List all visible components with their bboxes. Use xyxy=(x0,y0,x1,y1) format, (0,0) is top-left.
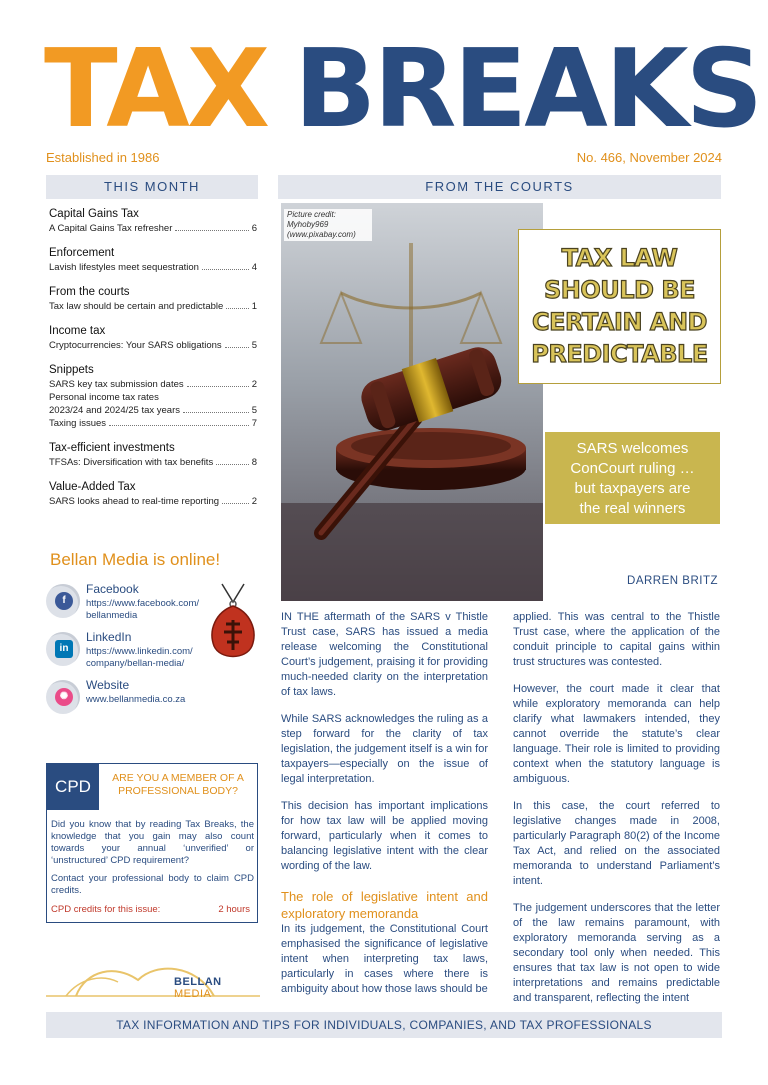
footer-tagline: TAX INFORMATION AND TIPS FOR INDIVIDUALS, COMPANIES, AND TAX PROFESSIONALS xyxy=(46,1012,722,1038)
toc-page: 7 xyxy=(251,418,257,429)
linkedin-label: LinkedIn xyxy=(86,630,132,644)
byline: DARREN BRITZ xyxy=(627,575,718,587)
linkedin-url[interactable] xyxy=(86,646,193,670)
this-month-header: THIS MONTH xyxy=(46,175,258,199)
toc-entry-title: 2023/24 and 2024/25 tax years xyxy=(49,405,180,416)
subhead-line: but taxpayers are xyxy=(574,480,691,497)
toc-entry-title: Personal income tax rates xyxy=(49,392,159,403)
social-website[interactable] xyxy=(46,678,216,718)
cpd-box xyxy=(46,763,258,923)
toc-group xyxy=(49,246,257,274)
toc-group xyxy=(49,207,257,235)
dribbble-icon: ✺ xyxy=(55,688,73,706)
linkedin-url-line2: company/bellan-media/ xyxy=(86,658,185,669)
linkedin-badge xyxy=(46,632,80,666)
toc-leader xyxy=(109,417,249,426)
article-column-2 xyxy=(513,610,720,1018)
toc-leader xyxy=(202,261,249,270)
facebook-url[interactable] xyxy=(86,598,199,622)
masthead-tax: TAX xyxy=(44,27,268,152)
toc-entry[interactable] xyxy=(49,456,257,469)
cpd-paragraph: Contact your professional body to claim CPD credits. xyxy=(51,873,254,896)
toc-entry[interactable] xyxy=(49,495,257,508)
toc-entry[interactable] xyxy=(49,222,257,235)
article-paragraph: However, the court made it clear that while exploratory memoranda can help clarify what lawmakers intended, they cannot override the statute’s clear language. Their role is limited to providing context when the statutory language is ambiguous. xyxy=(513,683,720,785)
toc-leader xyxy=(187,378,249,387)
toc-heading: Tax-efficient investments xyxy=(49,442,175,454)
toc-leader xyxy=(183,404,249,413)
cpd-credits-value: 2 hours xyxy=(218,904,250,915)
facebook-badge xyxy=(46,584,80,618)
toc-entry-title: Tax law should be certain and predictable xyxy=(49,301,224,312)
toc-entry[interactable] xyxy=(49,339,257,352)
cpd-credits-label: CPD credits for this issue: xyxy=(51,904,161,915)
toc-page: 5 xyxy=(251,340,257,351)
linkedin-icon: in xyxy=(55,640,73,658)
toc-page: 5 xyxy=(251,405,257,416)
article-paragraph: While SARS acknowledges the ruling as a step forward for the clarity of tax legislation, the judgement itself is a win for taxpayers—especially on the issue of legal interpretation. xyxy=(281,713,488,785)
facebook-url-line1: https://www.facebook.com/ xyxy=(86,598,199,609)
facebook-url-line2: bellanmedia xyxy=(86,610,138,621)
toc-leader xyxy=(216,456,249,465)
toc-group xyxy=(49,441,257,469)
toc-leader xyxy=(222,495,249,504)
subhead-line: the real winners xyxy=(579,500,686,517)
toc-entry-title: Lavish lifestyles meet sequestration xyxy=(49,262,199,273)
cpd-credits xyxy=(51,904,250,915)
social-linkedin[interactable] xyxy=(46,630,216,670)
toc-entry-title: Taxing issues xyxy=(49,418,107,429)
toc-heading: Capital Gains Tax xyxy=(49,208,139,220)
headline xyxy=(519,242,720,370)
logo-media: MEDIA xyxy=(174,988,212,1000)
issue-number: No. 466, November 2024 xyxy=(576,150,722,165)
table-of-contents xyxy=(49,207,257,519)
headline-line: SHOULD BE xyxy=(543,276,696,304)
linkedin-url-line1: https://www.linkedin.com/ xyxy=(86,646,193,657)
toc-entry[interactable] xyxy=(49,391,257,404)
toc-entry-title: SARS key tax submission dates xyxy=(49,379,184,390)
masthead-breaks: BREAKS xyxy=(294,27,761,152)
photo-credit: Picture credit: Myhoby969 (www.pixabay.com) xyxy=(284,209,372,241)
toc-heading: Enforcement xyxy=(49,247,115,259)
toc-group xyxy=(49,285,257,313)
toc-entry[interactable] xyxy=(49,417,257,430)
bellan-media-logo xyxy=(46,960,260,1006)
toc-entry-title: Cryptocurrencies: Your SARS obligations xyxy=(49,340,222,351)
logo-text xyxy=(174,976,260,1000)
cpd-badge: CPD xyxy=(47,764,99,810)
toc-leader xyxy=(175,222,248,231)
toc-entry-title: A Capital Gains Tax refresher xyxy=(49,223,173,234)
website-label: Website xyxy=(86,678,130,692)
article-paragraph: This decision has important implications for how tax law will be applied moving forward, particularly when it comes to balancing legislative intent with the clear wording of the law. xyxy=(281,800,488,872)
toc-entry[interactable] xyxy=(49,300,257,313)
toc-entry[interactable] xyxy=(49,404,257,417)
cpd-paragraph: Did you know that by reading Tax Breaks, the knowledge that you gain may also count towards your annual ‘unverified’ or ‘unstructured’ CPD requirement? xyxy=(51,819,254,866)
toc-page: 4 xyxy=(251,262,257,273)
logo-bellan: BELLAN xyxy=(174,976,222,988)
headline-line: CERTAIN AND xyxy=(532,308,707,336)
website-badge xyxy=(46,680,80,714)
cpd-body xyxy=(51,819,254,903)
toc-page: 6 xyxy=(251,223,257,234)
social-facebook[interactable] xyxy=(46,582,216,622)
toc-entry-title: TFSAs: Diversification with tax benefits xyxy=(49,457,214,468)
subhead-line: ConCourt ruling … xyxy=(570,460,695,477)
article-subheading: The role of legislative intent and exploratory memoranda xyxy=(281,889,488,921)
toc-page: 2 xyxy=(251,496,257,507)
article-paragraph: IN THE aftermath of the SARS v Thistle Trust case, SARS has issued a media release welcoming the Constitutional Court’s judgement, praising it for providing much-needed clarity on the interpretation of tax laws. xyxy=(281,611,488,698)
cpd-question: ARE YOU A MEMBER OF A PROFESSIONAL BODY? xyxy=(112,772,244,797)
subhead-line: SARS welcomes xyxy=(576,440,689,457)
toc-heading: Income tax xyxy=(49,325,106,337)
subhead-box xyxy=(545,432,720,524)
toc-entry[interactable] xyxy=(49,261,257,274)
article-column-1 xyxy=(281,610,488,1009)
article-paragraph: applied. This was central to the Thistle Trust case, where the application of the conduit principle to capital gains within trust structures was contested. xyxy=(513,611,720,668)
toc-leader xyxy=(225,339,249,348)
website-url[interactable]: www.bellanmedia.co.za xyxy=(86,694,186,705)
toc-page: 1 xyxy=(251,301,257,312)
toc-page: 8 xyxy=(251,457,257,468)
article-paragraph: In its judgement, the Constitutional Court emphasised the significance of legislative intent when interpreting tax laws, particularly in cases where there is ambiguity about how those laws should be xyxy=(281,923,488,995)
toc-heading: From the courts xyxy=(49,286,130,298)
headline-line: PREDICTABLE xyxy=(531,340,708,368)
toc-heading: Snippets xyxy=(49,364,94,376)
toc-page: 2 xyxy=(251,379,257,390)
toc-group xyxy=(49,363,257,430)
from-courts-header: FROM THE COURTS xyxy=(278,175,721,199)
facebook-label: Facebook xyxy=(86,582,139,596)
toc-entry-title: SARS looks ahead to real-time reporting xyxy=(49,496,220,507)
toc-group xyxy=(49,480,257,508)
toc-group xyxy=(49,324,257,352)
toc-heading: Value-Added Tax xyxy=(49,481,136,493)
established-date: Established in 1986 xyxy=(46,150,160,165)
pendant-icon xyxy=(206,582,260,664)
article-paragraph: In this case, the court referred to legislative changes made in 2008, particularly Paragraph 80(2) of the Income Tax Act, and relied on the associated memoranda to understand Parliament’s intent. xyxy=(513,800,720,887)
gavel-photo xyxy=(281,203,543,601)
gavel-icon xyxy=(281,203,543,601)
article-paragraph: The judgement underscores that the letter of the law remains paramount, with exploratory memoranda serving as a secondary tool only when needed. This ensures that tax law is not open to wide interpretations and remains predictable and transparent, reflecting the intent xyxy=(513,902,720,1004)
facebook-icon: f xyxy=(55,592,73,610)
toc-leader xyxy=(226,300,248,309)
toc-entry[interactable] xyxy=(49,378,257,391)
headline-box xyxy=(518,229,721,384)
online-title: Bellan Media is online! xyxy=(50,550,221,569)
headline-line: TAX LAW xyxy=(561,244,678,272)
